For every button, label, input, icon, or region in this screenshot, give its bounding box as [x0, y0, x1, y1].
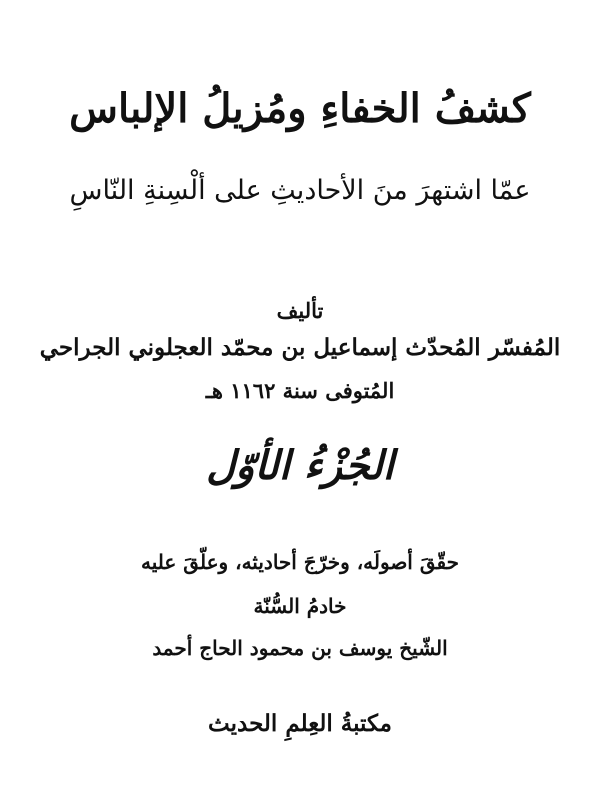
volume-label: الجُزْءُ الأوّل [206, 442, 394, 489]
editor-credit: حقّقَ أصولَه، وخرّجَ أحاديثه، وعلّقَ عليه [141, 550, 459, 574]
author-name: المُفسّر المُحدّث إسماعيل بن محمّد العجلوني الجراحي [39, 334, 561, 361]
book-subtitle: عمّا اشتهرَ منَ الأحاديثِ على ألْسِنةِ النّاسِ [69, 175, 531, 206]
author-death-date: المُتوفى سنة ١١٦٢ هـ [205, 378, 395, 403]
editor-name: الشّيخ يوسف بن محمود الحاج أحمد [152, 636, 448, 660]
book-title: كشفُ الخفاءِ ومُزيلُ الإلباس [69, 85, 531, 132]
publisher-name: مكتبةُ العِلمِ الحديث [208, 710, 392, 737]
editor-epithet: خادمُ السُّنّة [253, 594, 347, 618]
authorship-label: تأليف [276, 298, 324, 323]
